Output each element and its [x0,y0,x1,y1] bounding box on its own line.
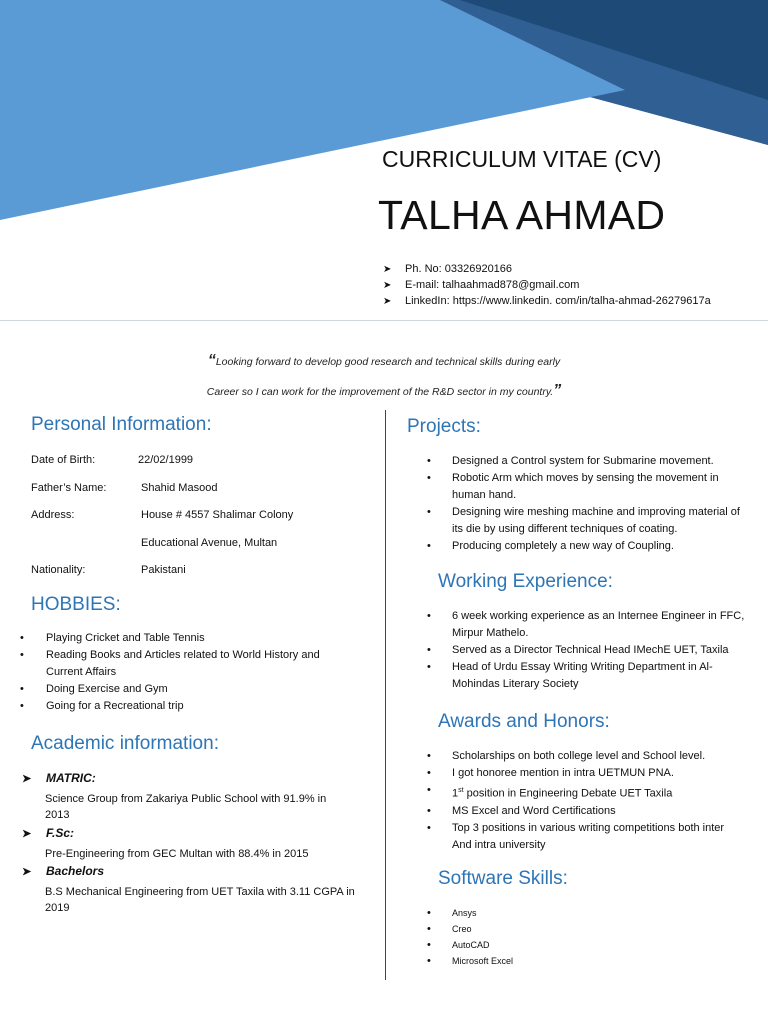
dob-value: 22/02/1999 [138,454,194,466]
list-item: • Playing Cricket and Table Tennis [20,632,205,644]
list-item: • Ansys [427,907,477,919]
father-value: Shahid Masood [141,482,218,494]
matric-text: Science Group from Zakariya Public School with 91.9% in 2013 [45,793,327,821]
list-item: • I got honoree mention in intra UETMUN PNA. [427,767,674,779]
academic-heading: Academic information: [31,733,219,754]
list-item: • Head of Urdu Essay Writing Writing Department in Al- [427,661,713,673]
father-label: Father’s Name: [31,482,107,494]
list-item: • 6 week working experience as an Internee Engineer in FFC, [427,610,745,622]
cv-title: CURRICULUM VITAE (CV) [382,146,662,172]
list-item: Current Affairs [46,666,117,678]
contact-email[interactable]: ➤ E-mail: talhaahmad878@gmail.com [383,279,580,291]
quote-line-2: Career so I can work for the improvement of the R&D sector in my country.” [206,382,562,399]
bachelors-heading: ➤ Bachelors [22,864,105,878]
software-heading: Software Skills: [438,868,568,889]
list-item: its die by using different techniques of coating. [452,523,678,535]
bachelors-text: B.S Mechanical Engineering from UET Taxila with 3.11 CGPA in 2019 [45,886,355,914]
contact-linkedin[interactable]: ➤ LinkedIn: https://www.linkedin. com/in/talha-ahmad-26279617a [383,295,711,307]
list-item: Mirpur Mathelo. [452,627,529,639]
list-item: Mohindas Literary Society [452,678,579,690]
list-item: • AutoCAD [427,939,490,951]
address-value-2: Educational Avenue, Multan [141,537,278,549]
software-list [400,905,768,969]
contact-phone: ➤ Ph. No: 03326920166 [383,263,513,275]
arrow-icon: ➤ [383,264,392,275]
list-item: And intra university [452,838,546,851]
matric-heading: ➤ MATRIC: [22,771,96,785]
arrow-icon: ➤ [22,866,32,878]
personal-info-heading: Personal Information: [31,414,212,435]
fsc-text: Pre-Engineering from GEC Multan with 88.4% in 2015 [45,848,309,860]
dob-label: Date of Birth: [31,454,96,466]
arrow-icon: ➤ [383,296,392,307]
arrow-icon: ➤ [22,828,32,840]
arrow-icon: ➤ [22,773,32,785]
awards-list [400,748,768,854]
nationality-value: Pakistani [141,564,186,576]
list-item: • Doing Exercise and Gym [20,683,168,695]
list-item: • Designing wire meshing machine and improving material of [427,506,740,518]
header-divider [0,320,768,321]
list-item: • Scholarships on both college level and School level. [427,750,706,762]
arrow-icon: ➤ [383,280,392,291]
address-label: Address: [31,509,75,521]
list-item: • Creo [427,923,472,935]
awards-heading: Awards and Honors: [438,711,610,732]
list-item: • Designed a Control system for Submarine movement. [427,455,714,467]
list-item: • MS Excel and Word Certifications [427,804,616,817]
projects-list [400,453,768,555]
list-item: human hand. [452,489,517,501]
quote-line-1: “Looking forward to develop good research and technical skills during early [207,352,561,369]
list-item: • Served as a Director Technical Head IMechE UET, Taxila [427,644,729,656]
hobbies-heading: HOBBIES: [31,594,121,615]
nationality-label: Nationality: [31,564,86,576]
address-value-1: House # 4557 Shalimar Colony [141,509,294,521]
list-item: • Going for a Recreational trip [20,700,184,712]
candidate-name: TALHA AHMAD [378,192,666,238]
experience-list [400,608,768,693]
column-divider [385,410,386,980]
fsc-heading: ➤ F.Sc: [22,826,75,840]
list-item: • Microsoft Excel [427,955,514,967]
list-item: • Producing completely a new way of Coupling. [427,540,674,552]
hobbies-list [0,630,380,715]
list-item: • Top 3 positions in various writing competitions both inter [427,821,725,834]
list-item: • Reading Books and Articles related to World History and [20,649,320,661]
list-item: • Robotic Arm which moves by sensing the movement in [427,472,719,484]
list-item: • 1st position in Engineering Debate UET Taxila [427,784,673,800]
experience-heading: Working Experience: [438,571,613,592]
projects-heading: Projects: [407,416,481,437]
